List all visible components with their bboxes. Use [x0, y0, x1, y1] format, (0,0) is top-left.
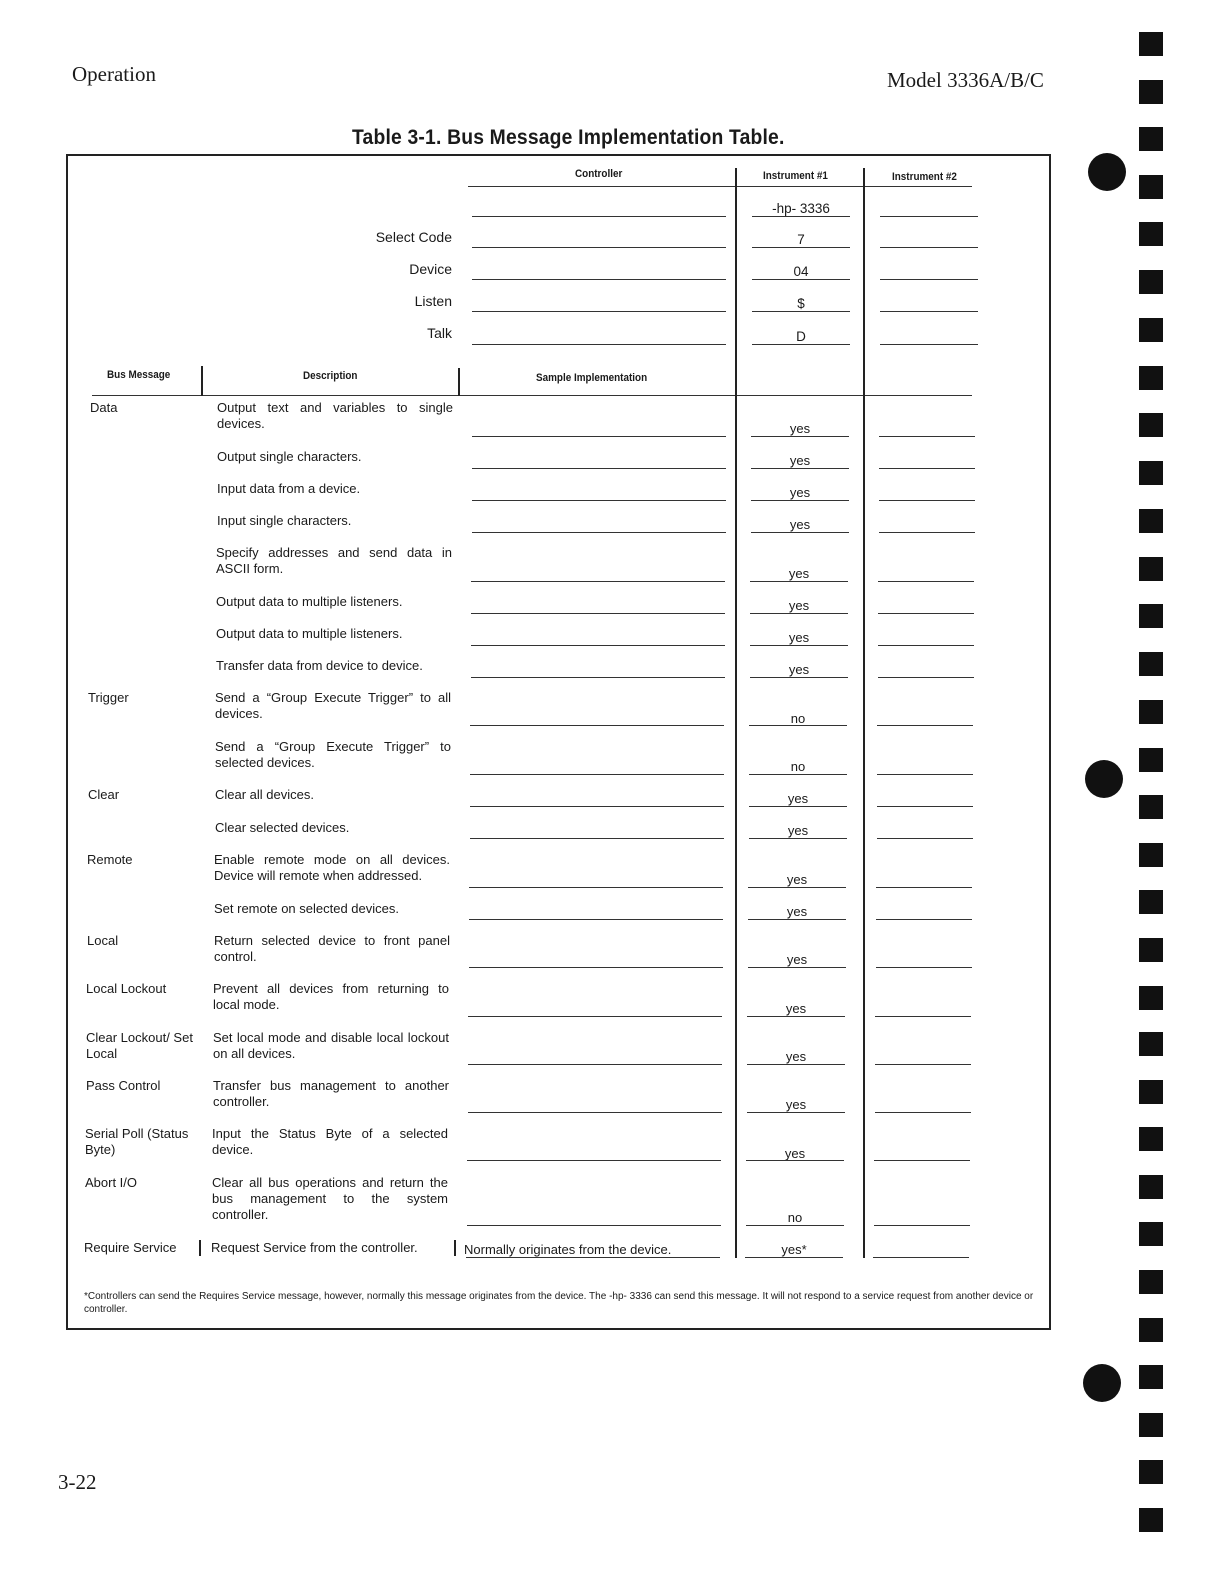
binder-mark: [1139, 604, 1163, 628]
instrument-1-line: [751, 532, 849, 533]
column-rule-description-header: [201, 366, 203, 396]
message-description: Set remote on selected devices.: [214, 901, 399, 916]
page-number: 3-22: [58, 1470, 97, 1494]
binder-mark: [1139, 1508, 1163, 1532]
binder-mark: [1139, 1080, 1163, 1104]
instrument-1-value: yes: [785, 1049, 807, 1064]
instrument-1-value: yes: [786, 904, 808, 919]
section-title: Operation: [72, 62, 156, 86]
column-rule-instrument-2: [863, 168, 865, 1258]
sample-implementation-line: [467, 1225, 721, 1226]
instrument-1-line: [747, 1112, 845, 1113]
message-description: Return selected device to front panel control.: [214, 933, 450, 964]
address-controller-line: [472, 344, 726, 345]
instrument-2-line: [879, 436, 975, 437]
sample-implementation-line: [471, 677, 725, 678]
column-header-description: Description: [303, 370, 358, 382]
instrument-2-line: [878, 645, 974, 646]
address-controller-line: [472, 279, 726, 280]
instrument-2-line: [877, 725, 973, 726]
sample-implementation-line: [471, 613, 725, 614]
binder-mark: [1139, 938, 1163, 962]
message-description: Send a “Group Execute Trigger” to selected devices.: [215, 739, 451, 770]
instrument-1-value: no: [790, 759, 806, 774]
instrument-2-line: [875, 1112, 971, 1113]
sample-implementation-line: [469, 887, 723, 888]
sample-implementation-line: [468, 1112, 722, 1113]
instrument-1-value: yes: [788, 662, 810, 677]
column-rule-sample-header: [458, 368, 460, 396]
sample-implementation-line: [472, 500, 726, 501]
address-controller-line: [472, 216, 726, 217]
instrument-1-value: yes: [789, 453, 811, 468]
instrument-1-value: yes: [786, 952, 808, 967]
instrument-2-line: [878, 677, 974, 678]
instrument-1-value: yes: [788, 630, 810, 645]
message-description: Input data from a device.: [217, 481, 361, 496]
instrument-1-line: [746, 1160, 844, 1161]
message-description: Output data to multiple listeners.: [216, 626, 403, 641]
instrument-2-line: [874, 1160, 970, 1161]
message-description: Send a “Group Execute Trigger” to all devices.: [215, 690, 451, 721]
message-description: Enable remote mode on all devices. Device will remote when addressed.: [214, 852, 450, 883]
address-inst1-value: 7: [797, 232, 805, 247]
instrument-1-value: yes: [786, 872, 808, 887]
binder-mark: [1139, 1270, 1163, 1294]
instrument-2-line: [875, 1064, 971, 1065]
binder-mark: [1139, 222, 1163, 246]
message-description: Specify addresses and send data in ASCII form.: [216, 545, 452, 576]
message-description: Input the Status Byte of a selected device.: [212, 1126, 448, 1157]
instrument-1-value: yes: [789, 485, 811, 500]
instrument-2-line: [878, 581, 974, 582]
binder-mark: [1139, 652, 1163, 676]
address-inst1-line: [752, 247, 850, 248]
message-description: Clear all bus operations and return the bus management to the system controller.: [212, 1175, 448, 1222]
column-header-instrument-2: Instrument #2: [892, 171, 957, 183]
bus-message: Require Service: [84, 1240, 177, 1255]
instrument-1-value: yes: [787, 823, 809, 838]
instrument-2-line: [879, 532, 975, 533]
message-description: Request Service from the controller.: [211, 1240, 418, 1255]
binder-mark: [1139, 986, 1163, 1010]
message-description: Output data to multiple listeners.: [216, 594, 403, 609]
sample-implementation-line: [468, 1064, 722, 1065]
header-rule-top: [468, 186, 972, 187]
binder-mark: [1139, 32, 1163, 56]
instrument-2-line: [877, 774, 973, 775]
instrument-1-value: yes*: [781, 1242, 807, 1257]
instrument-1-line: [745, 1257, 843, 1258]
sample-implementation-line: [471, 581, 725, 582]
instrument-1-value: yes: [785, 1001, 807, 1016]
footnote: *Controllers can send the Requires Service message, however, normally this message originates from the device. The -hp- 3336 can send this message. It will not respond to a service request from another device or controller.: [84, 1291, 1034, 1315]
message-description: Clear all devices.: [215, 787, 314, 802]
instrument-1-line: [751, 436, 849, 437]
address-inst2-line: [880, 311, 978, 312]
instrument-1-line: [749, 774, 847, 775]
instrument-1-value: yes: [788, 566, 810, 581]
instrument-1-line: [749, 838, 847, 839]
bus-message: Local: [87, 933, 119, 948]
sample-implementation-line: [470, 774, 724, 775]
column-header-controller: Controller: [575, 168, 623, 180]
instrument-2-line: [873, 1257, 969, 1258]
instrument-1-line: [746, 1225, 844, 1226]
binder-mark: [1139, 1127, 1163, 1151]
bus-message: Pass Control: [86, 1078, 161, 1093]
bus-message: Remote: [87, 852, 133, 867]
address-inst1-line: [752, 344, 850, 345]
instrument-2-line: [876, 919, 972, 920]
instrument-1-line: [748, 967, 846, 968]
address-inst1-line: [752, 216, 850, 217]
instrument-1-line: [747, 1064, 845, 1065]
instrument-1-line: [750, 613, 848, 614]
instrument-2-line: [879, 468, 975, 469]
column-header-instrument-1: Instrument #1: [763, 170, 828, 182]
message-description: Clear selected devices.: [215, 820, 350, 835]
binder-mark: [1139, 1318, 1163, 1342]
instrument-1-line: [750, 677, 848, 678]
binder-mark: [1139, 1413, 1163, 1437]
sample-implementation-line: [471, 645, 725, 646]
message-description: Prevent all devices from returning to local mode.: [213, 981, 449, 1012]
binder-mark: [1139, 700, 1163, 724]
instrument-2-line: [877, 806, 973, 807]
bus-message: Clear Lockout/ Set Local: [86, 1030, 193, 1061]
sample-implementation-line: [468, 1016, 722, 1017]
instrument-1-line: [747, 1016, 845, 1017]
binder-hole: [1088, 153, 1126, 191]
instrument-1-line: [750, 645, 848, 646]
address-inst1-line: [752, 279, 850, 280]
sample-implementation-text: Normally originates from the device.: [464, 1242, 672, 1257]
model-label: Model 3336A/B/C: [887, 68, 1044, 92]
column-header-sample-implementation: Sample Implementation: [536, 372, 648, 384]
instrument-1-line: [749, 806, 847, 807]
binder-mark: [1139, 127, 1163, 151]
instrument-1-line: [750, 581, 848, 582]
sample-implementation-line: [472, 532, 726, 533]
instrument-2-line: [878, 613, 974, 614]
binder-mark: [1139, 1032, 1163, 1056]
bus-message: Serial Poll (Status Byte): [85, 1126, 189, 1157]
address-label: Listen: [414, 293, 452, 309]
address-label: Device: [409, 261, 452, 277]
address-inst2-line: [880, 216, 978, 217]
column-rule-instrument-1: [735, 168, 737, 1258]
column-header-bus-message: Bus Message: [107, 369, 171, 381]
message-description: Output text and variables to single devices.: [217, 400, 453, 431]
instrument-2-line: [875, 1016, 971, 1017]
address-inst1-value: $: [797, 296, 805, 311]
message-description: Transfer data from device to device.: [216, 658, 423, 673]
binder-mark: [1139, 1175, 1163, 1199]
sample-implementation-line: [472, 468, 726, 469]
address-controller-line: [472, 311, 726, 312]
binder-mark: [1139, 557, 1163, 581]
binder-mark: [1139, 318, 1163, 342]
binder-mark: [1139, 175, 1163, 199]
sample-implementation-line: [470, 806, 724, 807]
instrument-1-value: yes: [785, 1097, 807, 1112]
binder-hole: [1085, 760, 1123, 798]
bus-message: Abort I/O: [85, 1175, 138, 1190]
table-title: Table 3-1. Bus Message Implementation Table.: [352, 126, 785, 149]
address-inst1-value: -hp- 3336: [772, 201, 830, 216]
instrument-2-line: [879, 500, 975, 501]
binder-mark: [1139, 843, 1163, 867]
sample-implementation-line: [466, 1257, 720, 1258]
message-description: Input single characters.: [217, 513, 352, 528]
instrument-1-value: yes: [784, 1146, 806, 1161]
address-inst1-value: D: [796, 329, 806, 344]
address-inst1-value: 04: [793, 264, 809, 279]
bus-message: Trigger: [88, 690, 129, 705]
instrument-2-line: [874, 1225, 970, 1226]
bus-message: Local Lockout: [86, 981, 167, 996]
address-inst2-line: [880, 247, 978, 248]
address-inst2-line: [880, 344, 978, 345]
binder-mark: [1139, 1222, 1163, 1246]
address-inst2-line: [880, 279, 978, 280]
binder-mark: [1139, 366, 1163, 390]
message-description: Transfer bus management to another controller.: [213, 1078, 449, 1109]
binder-mark: [1139, 461, 1163, 485]
address-label: Select Code: [375, 229, 452, 245]
instrument-1-line: [748, 887, 846, 888]
header-rule-lower: [92, 395, 972, 396]
sample-implementation-line: [469, 919, 723, 920]
message-description: Output single characters.: [217, 449, 362, 464]
sample-implementation-line: [470, 725, 724, 726]
address-controller-line: [472, 247, 726, 248]
binder-mark: [1139, 413, 1163, 437]
instrument-1-line: [751, 468, 849, 469]
instrument-1-line: [751, 500, 849, 501]
instrument-1-line: [748, 919, 846, 920]
sample-implementation-line: [469, 967, 723, 968]
instrument-2-line: [876, 887, 972, 888]
instrument-1-line: [749, 725, 847, 726]
instrument-2-line: [877, 838, 973, 839]
instrument-1-value: no: [787, 1210, 803, 1225]
binder-mark: [1139, 795, 1163, 819]
binder-mark: [1139, 270, 1163, 294]
binder-hole: [1083, 1364, 1121, 1402]
instrument-1-value: no: [790, 711, 806, 726]
sample-implementation-line: [470, 838, 724, 839]
address-label: Talk: [427, 325, 452, 341]
instrument-1-value: yes: [787, 791, 809, 806]
instrument-1-value: yes: [789, 517, 811, 532]
binder-mark: [1139, 748, 1163, 772]
instrument-1-value: yes: [789, 421, 811, 436]
column-rule-sample-last: [454, 1240, 456, 1256]
sample-implementation-line: [472, 436, 726, 437]
binder-mark: [1139, 509, 1163, 533]
binder-mark: [1139, 1460, 1163, 1484]
address-inst1-line: [752, 311, 850, 312]
bus-message: Clear: [88, 787, 120, 802]
binder-mark: [1139, 80, 1163, 104]
instrument-2-line: [876, 967, 972, 968]
sample-implementation-line: [467, 1160, 721, 1161]
bus-message: Data: [90, 400, 118, 415]
column-rule-description-last: [199, 1240, 201, 1256]
instrument-1-value: yes: [788, 598, 810, 613]
message-description: Set local mode and disable local lockout on all devices.: [213, 1030, 449, 1061]
binder-mark: [1139, 1365, 1163, 1389]
binder-mark: [1139, 890, 1163, 914]
